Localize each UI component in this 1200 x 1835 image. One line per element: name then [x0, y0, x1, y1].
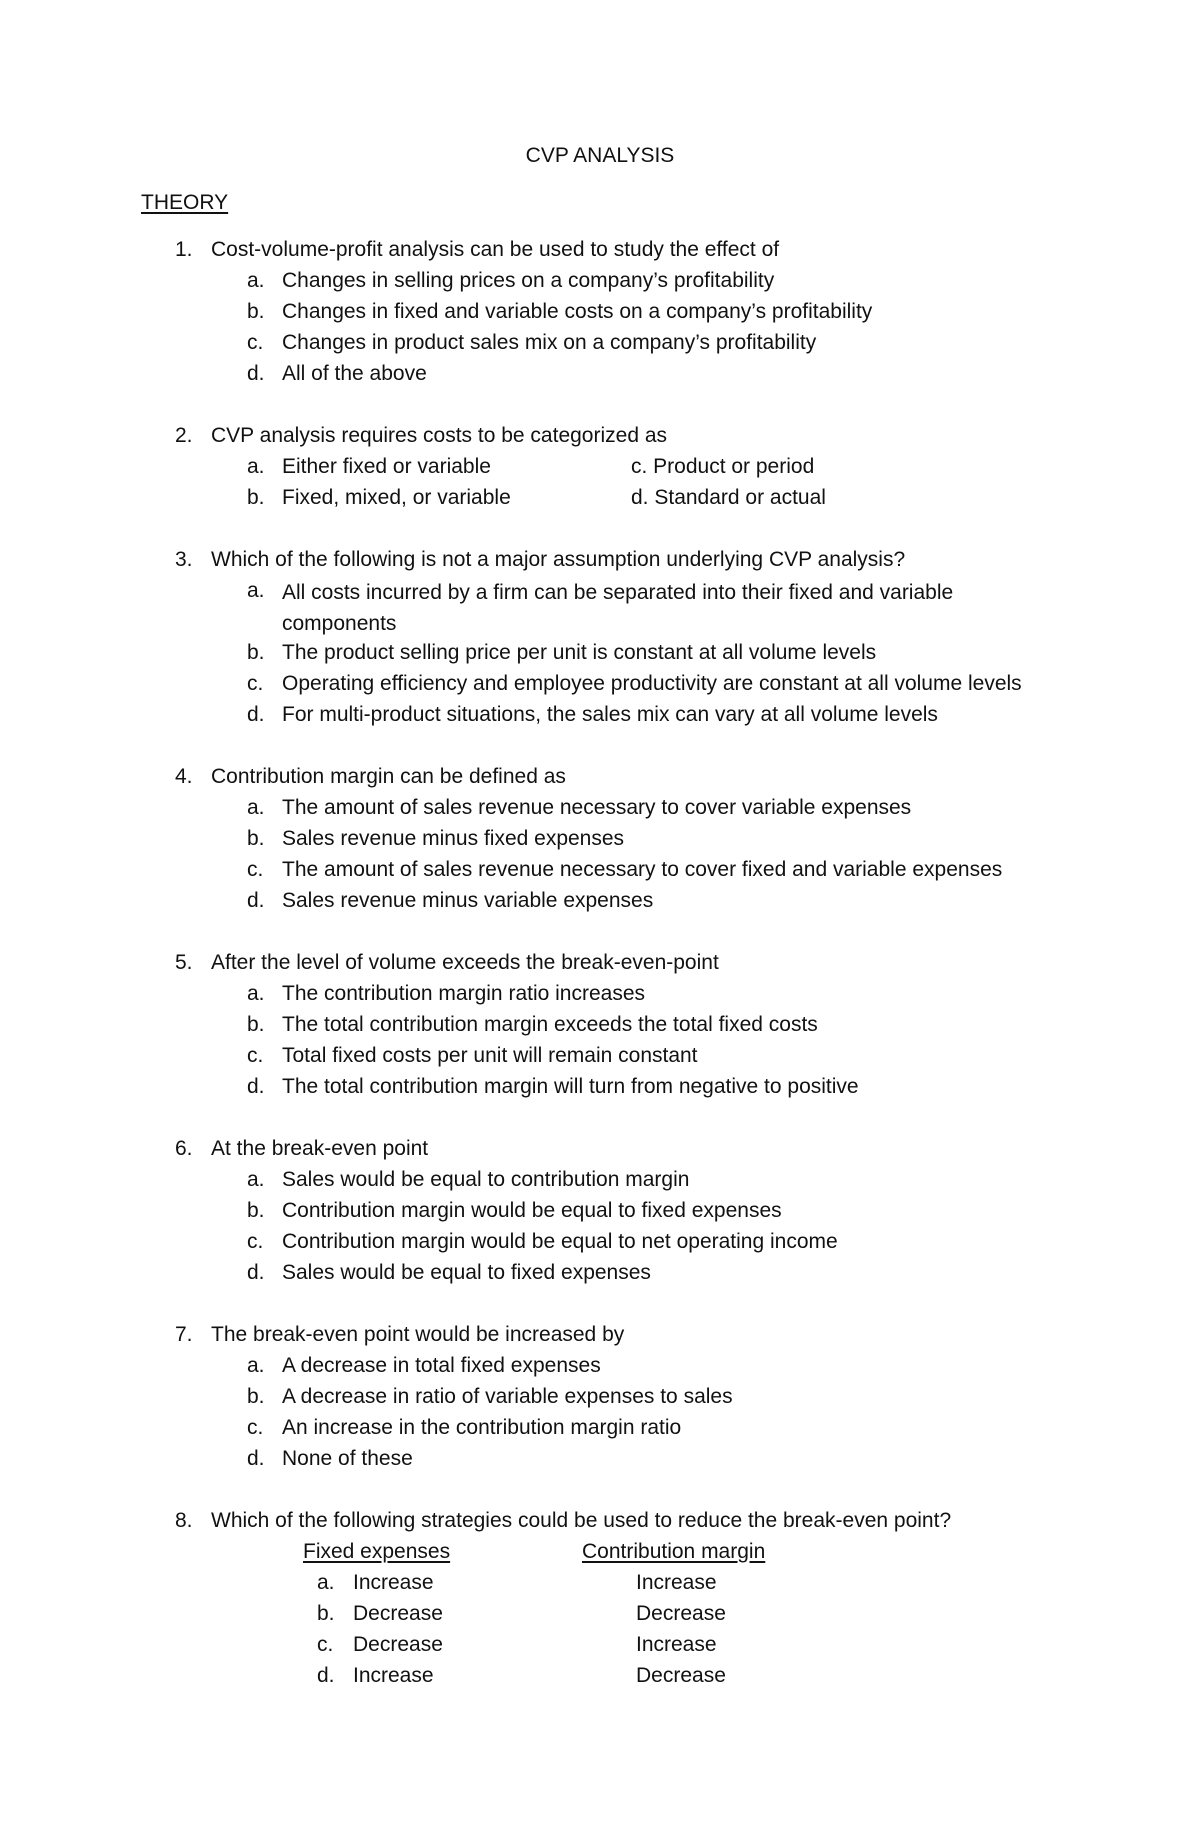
option-text: The total contribution margin will turn from negative to positive — [282, 1075, 859, 1098]
option-text: A decrease in ratio of variable expenses to sales — [282, 1385, 733, 1408]
question-number: 1. — [175, 238, 193, 261]
table-cell-cm: Decrease — [636, 1602, 726, 1625]
option-text: A decrease in total fixed expenses — [282, 1354, 601, 1377]
option-text: Contribution margin would be equal to fixed expenses — [282, 1199, 782, 1222]
option-letter: c. — [247, 858, 264, 881]
question-text: Which of the following strategies could be used to reduce the break-even point? — [211, 1509, 952, 1532]
option-letter: b. — [317, 1602, 335, 1625]
option-letter: d. — [247, 889, 265, 912]
option-text: None of these — [282, 1447, 413, 1470]
option-text: Contribution margin would be equal to net operating income — [282, 1230, 838, 1253]
table-header-contribution-margin: Contribution margin — [582, 1540, 766, 1563]
option-letter: b. — [247, 827, 265, 850]
option-text: The amount of sales revenue necessary to cover fixed and variable expenses — [282, 858, 1003, 881]
question-text: Which of the following is not a major assumption underlying CVP analysis? — [211, 548, 906, 571]
option-letter: b. — [247, 486, 265, 509]
option-letter: c. — [247, 331, 264, 354]
table-cell-cm: Increase — [636, 1633, 717, 1656]
question-number: 6. — [175, 1137, 193, 1160]
option-text: d. Standard or actual — [631, 486, 826, 509]
table-cell-fixed: Decrease — [353, 1602, 443, 1625]
option-letter: a. — [247, 982, 265, 1005]
option-letter: d. — [317, 1664, 335, 1687]
question-number: 8. — [175, 1509, 193, 1532]
question-number: 5. — [175, 951, 193, 974]
option-text: Fixed, mixed, or variable — [282, 486, 511, 509]
option-letter: d. — [247, 1261, 265, 1284]
option-letter: c. — [247, 1230, 264, 1253]
section-heading: THEORY — [141, 191, 229, 214]
question-text: The break-even point would be increased by — [211, 1323, 625, 1346]
table-cell-cm: Increase — [636, 1571, 717, 1594]
page-title: CVP ANALYSIS — [525, 144, 675, 167]
option-letter: a. — [247, 579, 265, 602]
question-text: After the level of volume exceeds the break-even-point — [211, 951, 719, 974]
option-letter: b. — [247, 1385, 265, 1408]
option-letter: c. — [247, 672, 264, 695]
question-text: At the break-even point — [211, 1137, 429, 1160]
question-text: Cost-volume-profit analysis can be used to study the effect of — [211, 238, 780, 261]
option-text: An increase in the contribution margin ratio — [282, 1416, 682, 1439]
option-text: Changes in selling prices on a company’s profitability — [282, 269, 775, 292]
option-text: Operating efficiency and employee productivity are constant at all volume levels — [282, 672, 1022, 695]
option-letter: d. — [247, 703, 265, 726]
option-letter: d. — [247, 362, 265, 385]
option-letter: b. — [247, 1199, 265, 1222]
question-number: 3. — [175, 548, 193, 571]
option-text: Sales would be equal to fixed expenses — [282, 1261, 651, 1284]
option-text: Changes in product sales mix on a company’s profitability — [282, 331, 817, 354]
option-text: Total fixed costs per unit will remain constant — [282, 1044, 698, 1067]
table-cell-fixed: Increase — [353, 1664, 434, 1687]
option-letter: c. — [247, 1044, 264, 1067]
question-number: 2. — [175, 424, 193, 447]
option-letter: c. — [247, 1416, 264, 1439]
option-text: All costs incurred by a firm can be separated into their fixed and variable components — [282, 581, 954, 635]
option-text: The product selling price per unit is constant at all volume levels — [282, 641, 877, 664]
table-cell-fixed: Decrease — [353, 1633, 443, 1656]
option-text: The amount of sales revenue necessary to cover variable expenses — [282, 796, 912, 819]
option-letter: a. — [317, 1571, 335, 1594]
option-letter: a. — [247, 269, 265, 292]
question-text: Contribution margin can be defined as — [211, 765, 566, 788]
question-number: 4. — [175, 765, 193, 788]
option-letter: d. — [247, 1447, 265, 1470]
question-text: CVP analysis requires costs to be categorized as — [211, 424, 668, 447]
option-text: The contribution margin ratio increases — [282, 982, 646, 1005]
option-text: For multi-product situations, the sales mix can vary at all volume levels — [282, 703, 938, 726]
option-text: Either fixed or variable — [282, 455, 491, 478]
option-text: All of the above — [282, 362, 427, 385]
option-letter: a. — [247, 1168, 265, 1191]
question-number: 7. — [175, 1323, 193, 1346]
option-text: Changes in fixed and variable costs on a company’s profitability — [282, 300, 873, 323]
option-text: The total contribution margin exceeds the total fixed costs — [282, 1013, 818, 1036]
option-text: Sales revenue minus fixed expenses — [282, 827, 625, 850]
option-letter: c. — [317, 1633, 334, 1656]
option-letter: a. — [247, 796, 265, 819]
table-cell-cm: Decrease — [636, 1664, 726, 1687]
option-letter: b. — [247, 300, 265, 323]
option-text: Sales revenue minus variable expenses — [282, 889, 654, 912]
option-letter: b. — [247, 641, 265, 664]
option-letter: b. — [247, 1013, 265, 1036]
option-letter: a. — [247, 455, 265, 478]
option-letter: a. — [247, 1354, 265, 1377]
option-text: c. Product or period — [631, 455, 815, 478]
option-text: Sales would be equal to contribution margin — [282, 1168, 690, 1191]
table-header-fixed-expenses: Fixed expenses — [303, 1540, 451, 1563]
option-letter: d. — [247, 1075, 265, 1098]
table-cell-fixed: Increase — [353, 1571, 434, 1594]
